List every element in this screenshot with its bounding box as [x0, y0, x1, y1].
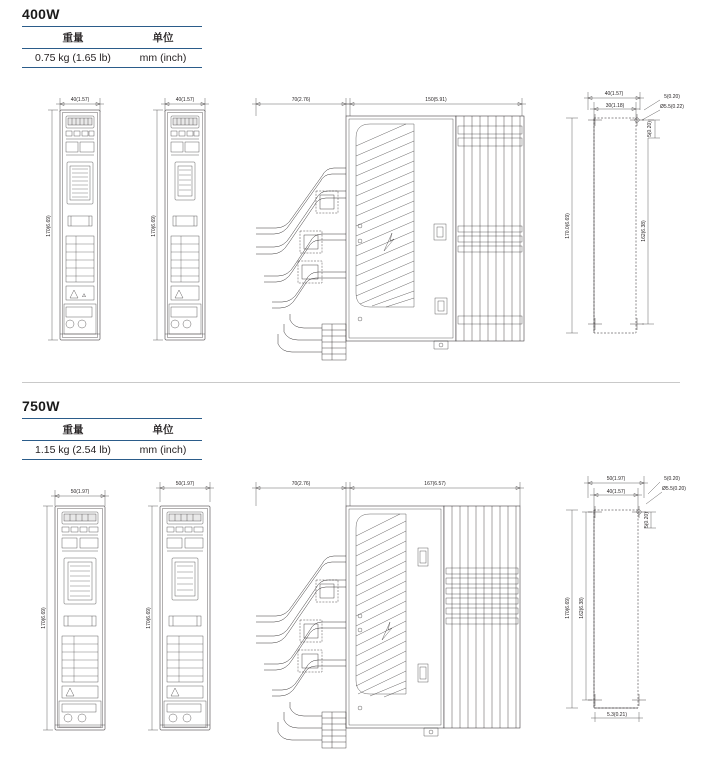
section-divider: [22, 382, 680, 383]
svg-text:⚠: ⚠: [81, 293, 87, 299]
table-row: [22, 441, 202, 460]
mount-view-400w: [565, 91, 684, 333]
dim-side-height-750: 170(6.69): [146, 607, 152, 629]
dim-mount-hole-span-750: 162(6.38): [579, 597, 585, 619]
dim-top-width-400: 150(5.91): [425, 97, 447, 103]
dim-side-width-750: 50(1.97): [175, 481, 195, 487]
table-header-row: [22, 27, 202, 49]
dim-top-depth-400: 70(2.76): [291, 97, 311, 103]
front-view-400w: [46, 97, 104, 340]
dim-front-height-750: 170(6.69): [41, 607, 47, 629]
cell-weight: 1.15 kg (2.54 lb): [22, 441, 124, 460]
header-unit: 单位: [124, 27, 202, 49]
drawings-750w: [0, 468, 702, 758]
front-view-750w: [41, 489, 109, 730]
mount-view-750w: [565, 476, 686, 722]
cell-unit: mm (inch): [124, 441, 202, 460]
section-title-750w: 750W: [22, 398, 60, 414]
section-title-400w: 400W: [22, 6, 60, 22]
top-view-400w: [252, 97, 526, 360]
header-weight: 重量: [22, 27, 124, 49]
table-row: [22, 49, 202, 68]
table-header-row: [22, 419, 202, 441]
dim-top-depth-750: 70(2.76): [291, 481, 311, 487]
dim-mount-hole-dia-750: Ø5.5(0.20): [662, 486, 686, 492]
cell-weight: 0.75 kg (1.65 lb): [22, 49, 124, 68]
dim-mount-width-400: 40(1.57): [604, 91, 624, 97]
dim-mount-hole-span-400: 162(6.38): [641, 220, 647, 242]
header-weight: 重量: [22, 419, 124, 441]
spec-table-750w: [22, 418, 202, 460]
dim-mount-bottom-750: 5.3(0.21): [606, 712, 628, 718]
drawings-400w: [0, 76, 702, 366]
dim-mount-slot-400: 5(0.20): [647, 121, 653, 137]
side-view-750w: [146, 481, 214, 730]
spec-table-400w: [22, 26, 202, 68]
dim-mount-width-750: 50(1.97): [606, 476, 626, 482]
top-view-750w: [252, 481, 524, 748]
cell-unit: mm (inch): [124, 49, 202, 68]
dim-front-width-400: 40(1.57): [70, 97, 90, 103]
dim-front-width-750: 50(1.97): [70, 489, 90, 495]
dim-mount-hole-750: 5(0.20): [664, 476, 680, 482]
dim-mount-height-400: 170.0(6.69): [565, 213, 571, 239]
dim-mount-inner-750: 40(1.57): [606, 489, 626, 495]
dim-top-width-750: 167(6.57): [424, 481, 446, 487]
dim-side-width-400: 40(1.57): [175, 97, 195, 103]
dim-side-height-400: 170(6.69): [151, 215, 157, 237]
dim-mount-inner-400: 30(1.18): [605, 103, 625, 109]
dim-mount-hole-400: 5(0.20): [664, 94, 680, 100]
side-view-400w: [151, 97, 209, 340]
dim-mount-slot-750: 5(0.20): [644, 512, 650, 528]
dim-mount-height-750: 170(6.69): [565, 597, 571, 619]
dim-front-height-400: 170(6.69): [46, 215, 52, 237]
header-unit: 单位: [124, 419, 202, 441]
dim-mount-hole-dia-400: Ø5.5(0.22): [660, 104, 684, 110]
